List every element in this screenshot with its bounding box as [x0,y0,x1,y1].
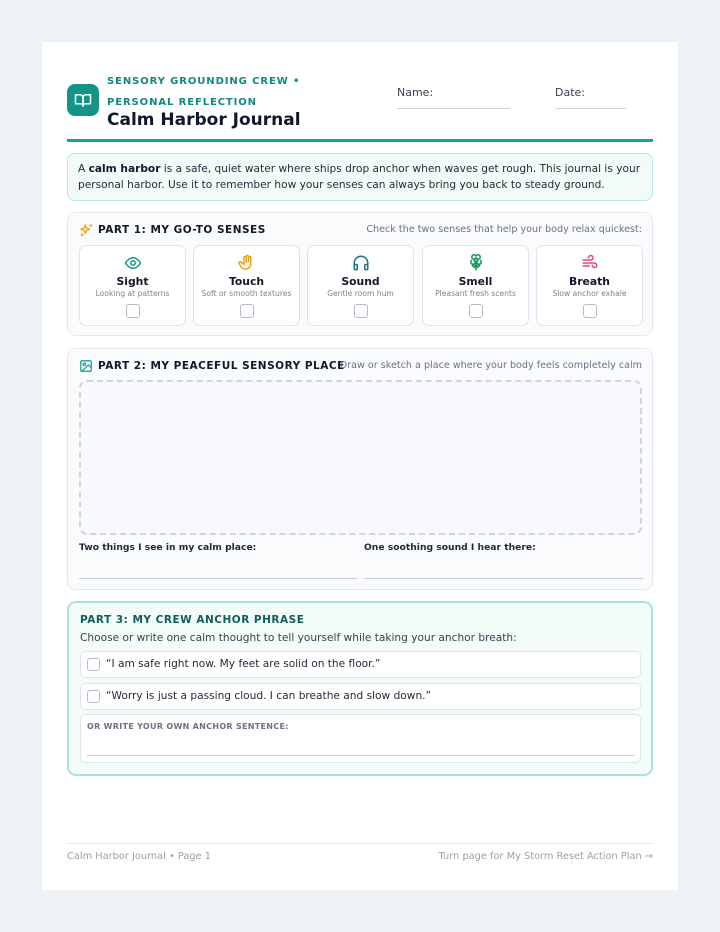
flower-icon [467,254,485,272]
open-book-icon [67,84,99,116]
sense-card-sight[interactable] [79,245,186,326]
sense-desc: Soft or smooth textures [201,289,292,298]
part1-title: PART 1: MY GO-TO SENSES [98,224,266,236]
headphones-icon [352,254,370,272]
anchor-option[interactable] [80,683,641,710]
header [67,70,653,142]
sense-card-touch[interactable] [193,245,300,326]
part3-title: PART 3: MY CREW ANCHOR PHRASE [80,614,305,626]
smell-checkbox[interactable] [469,304,483,318]
header-kicker: SENSORY GROUNDING CREW • PERSONAL REFLECTION [107,76,301,108]
name-label: Name: [397,86,434,99]
part2-card [67,348,653,590]
intro-bold: calm harbor [88,163,161,175]
touch-checkbox[interactable] [240,304,254,318]
hand-icon [238,254,256,272]
eye-icon [124,254,142,272]
name-field-line[interactable] [397,108,510,109]
part3-card [67,601,653,776]
footer-left: Calm Harbor Journal • Page 1 [67,851,211,862]
part1-hint: Check the two senses that help your body relax quickest: [366,224,642,235]
date-label: Date: [555,86,585,99]
sense-name: Sound [341,275,380,288]
sense-desc: Slow anchor exhale [552,289,627,298]
sense-name: Touch [228,275,265,288]
anchor-option[interactable] [80,651,641,678]
anchor-option-text: “I am safe right now. My feet are solid on the floor.” [106,658,381,670]
answer-line-sound[interactable] [364,578,643,579]
journal-page [42,42,678,890]
anchor-option-checkbox[interactable] [87,658,100,671]
question-sound: One soothing sound I hear there: [364,542,536,553]
breath-checkbox[interactable] [583,304,597,318]
sense-name: Breath [568,275,610,288]
sketch-area[interactable] [79,380,642,535]
image-icon [79,359,93,373]
sense-card-breath[interactable] [536,245,643,326]
part3-subtitle: Choose or write one calm thought to tell yourself while taking your anchor breath: [80,632,517,644]
date-field-line[interactable] [555,108,626,109]
sense-desc: Pleasant fresh scents [435,289,516,298]
anchor-option-text: “Worry is just a passing cloud. I can breathe and slow down.” [106,690,432,702]
sense-name: Smell [458,275,493,288]
sense-card-sound[interactable] [307,245,414,326]
anchor-option-checkbox[interactable] [87,690,100,703]
wind-icon [581,254,599,272]
sparkles-icon [79,223,94,238]
sight-checkbox[interactable] [126,304,140,318]
sense-card-smell[interactable] [422,245,529,326]
intro-callout [67,153,653,201]
own-sentence-line[interactable] [87,755,634,756]
own-sentence-label: OR WRITE YOUR OWN ANCHOR SENTENCE: [87,722,289,731]
page-title: Calm Harbor Journal [107,110,301,130]
part2-hint: Draw or sketch a place where your body feels completely calm [339,360,642,371]
answer-line-see[interactable] [79,578,357,579]
own-sentence-box[interactable] [80,714,641,763]
sound-checkbox[interactable] [354,304,368,318]
sense-desc: Gentle room hum [327,289,394,298]
part2-title: PART 2: MY PEACEFUL SENSORY PLACE [98,360,345,372]
intro-text: is a safe, quiet water where ships drop anchor when waves get rough. This journal is your personal harbor. Use it to remember how your senses can always bring you back to steady ground. [78,163,641,191]
footer-next-page[interactable]: Turn page for My Storm Reset Action Plan → [438,851,653,862]
question-see: Two things I see in my calm place: [79,542,257,553]
sense-desc: Looking at patterns [95,289,170,298]
footer [67,843,653,862]
part1-card [67,212,653,336]
intro-lead: A [78,163,89,175]
sense-name: Sight [116,275,149,288]
